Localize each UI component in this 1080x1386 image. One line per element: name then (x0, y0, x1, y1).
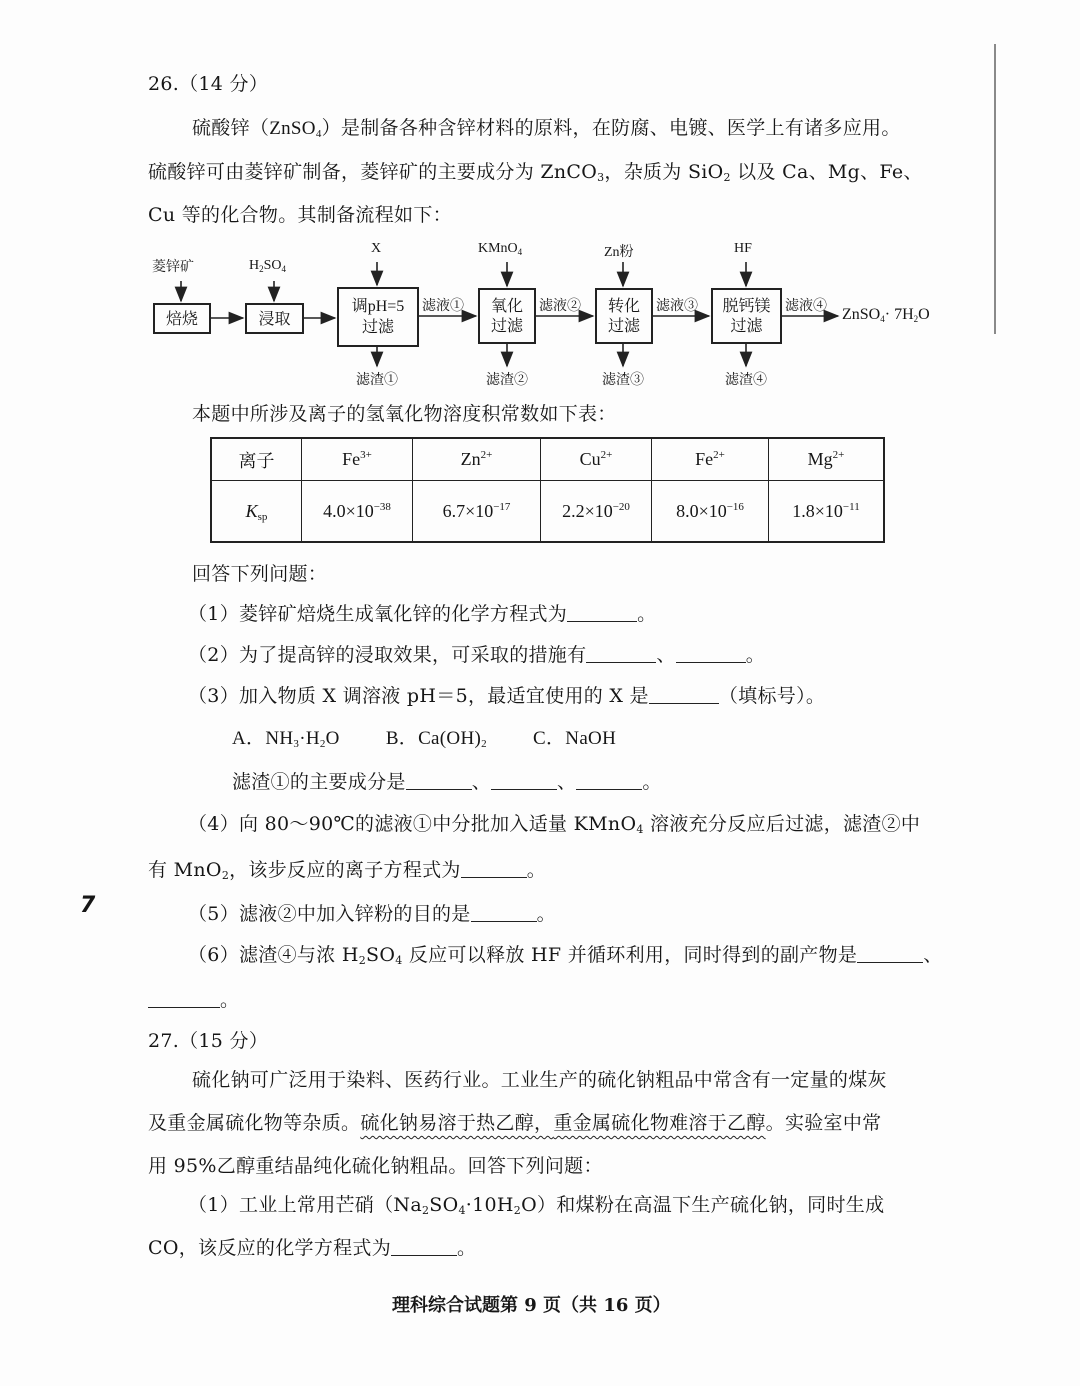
answer-blank[interactable] (148, 989, 220, 1008)
value: 2.2×10 (562, 500, 613, 521)
question-text: ·10H (465, 1194, 514, 1216)
residue-4-label: 滤渣④ (725, 373, 767, 388)
period: 。 (642, 771, 662, 793)
answer-blank[interactable] (461, 859, 527, 878)
period: 。 (220, 989, 240, 1011)
charge: 3+ (360, 449, 372, 461)
text: 。实验室中常 (765, 1112, 882, 1134)
q26-intro-line-3: Cu 等的化合物。其制备流程如下： (148, 204, 452, 226)
q26-sub-6-line-1 (188, 943, 943, 967)
step-label: 调pH=5 (351, 298, 405, 315)
table-cell-ksp (769, 481, 885, 543)
subscript: 2 (421, 1204, 430, 1217)
question-text: O）和煤粉在高温下生产硫化钠，同时生成 (521, 1194, 885, 1216)
question-text: （2）为了提高锌的浸取效果，可采取的措施有 (188, 644, 587, 666)
input-ore-label: 菱锌矿 (152, 260, 194, 275)
text: K (245, 500, 258, 521)
step-label: 过滤 (490, 316, 523, 335)
subscript: 4 (636, 823, 644, 836)
exponent: −11 (842, 500, 860, 513)
handwritten-mark: 7 (80, 893, 96, 918)
question-text: （5）滤液②中加入锌粉的目的是 (188, 903, 471, 925)
answer-blank[interactable] (391, 1237, 457, 1256)
period: 。 (457, 1237, 477, 1259)
table-cell-ksp (302, 481, 413, 543)
separator: 、 (471, 771, 492, 793)
answer-blank[interactable] (676, 644, 746, 663)
handwritten-underline-2: 重金属硫化物难溶于乙醇 (553, 1112, 766, 1134)
question-text: SO (429, 1194, 459, 1216)
ion: Zn (460, 449, 481, 469)
table-cell-row-label (211, 481, 302, 543)
subscript: 2 (221, 869, 230, 882)
question-27-header: 27.（15 分） (148, 1030, 269, 1052)
subscript: 2 (481, 738, 487, 750)
q26-sub-3 (188, 684, 825, 708)
text: · 7H (884, 306, 914, 323)
answer-blank[interactable] (857, 944, 923, 963)
separator: 、 (656, 644, 676, 666)
page-footer: 理科综合试题第 9 页（共 16 页） (392, 1295, 671, 1316)
table-cell-ion (769, 438, 885, 481)
subscript: 2 (358, 954, 367, 967)
subscript: 2 (913, 314, 919, 324)
answer-blank[interactable] (491, 771, 557, 790)
q27-sub-1-line-1 (188, 1193, 884, 1217)
ion: Fe (342, 449, 361, 469)
q27-intro-line-2 (148, 1111, 881, 1135)
step-roast (153, 303, 211, 334)
text: KMnO (478, 241, 518, 256)
answer-blank[interactable] (406, 771, 472, 790)
step-label: 脱钙镁 (722, 296, 771, 315)
input-hf-label: HF (734, 241, 752, 256)
ion: Mg (807, 449, 833, 469)
input-x-label: X (371, 241, 382, 256)
input-kmno4-label (478, 241, 522, 257)
question-text: ，该步反应的离子方程式为 (229, 859, 461, 881)
subscript: 4 (395, 954, 403, 967)
text: 及重金属硫化物等杂质。 (148, 1112, 361, 1134)
charge: 2+ (713, 449, 725, 461)
q26-sub-4-line-2 (148, 858, 546, 882)
subscript: 4 (281, 264, 287, 274)
exponent: −16 (726, 500, 744, 513)
filtrate-1-label: 滤液① (422, 299, 464, 314)
text: B．Ca(OH) (385, 728, 482, 749)
ion: Cu (579, 449, 601, 469)
step-label: 过滤 (361, 317, 394, 336)
step-label: 过滤 (730, 316, 763, 335)
table-cell-ksp (413, 481, 541, 543)
text: 以及 Ca、Mg、Fe、 (730, 161, 923, 183)
period: 。 (637, 603, 657, 625)
table-header-row (211, 438, 884, 481)
question-text: CO，该反应的化学方程式为 (148, 1237, 392, 1259)
q26-sub-1 (188, 602, 656, 626)
option-a (232, 728, 340, 749)
option-b (386, 728, 487, 749)
question-text: （4）向 80～90℃的滤液①中分批加入适量 KMnO (188, 813, 637, 835)
step-label: 氧化 (490, 296, 523, 315)
separator: 、 (557, 771, 577, 793)
filtrate-3-label: 滤液③ (656, 299, 698, 314)
subscript: sp (257, 510, 268, 523)
step-label: 过滤 (607, 316, 640, 335)
subscript: 2 (723, 171, 731, 184)
text: O (918, 306, 930, 323)
subscript: 4 (315, 128, 322, 140)
q26-sub-6-line-2 (148, 988, 239, 1012)
q27-intro-line-1: 硫化钠可广泛用于染料、医药行业。工业生产的硫化钠粗品中常含有一定量的煤灰 (192, 1069, 887, 1091)
ion: Fe (695, 449, 714, 469)
table-cell-ksp (541, 481, 652, 543)
text: ZnSO (842, 306, 881, 323)
q26-sub-4-line-1 (188, 812, 920, 836)
value: 4.0×10 (323, 500, 374, 521)
answer-blank[interactable] (471, 903, 537, 922)
step-label: 转化 (607, 296, 640, 315)
value: 6.7×10 (442, 500, 494, 521)
table-cell-ion (413, 438, 541, 481)
question-text: （填标号）。 (718, 685, 826, 707)
q26-sub-3-residue (232, 770, 662, 794)
filtrate-2-label: 滤液② (539, 299, 581, 314)
charge: 2+ (480, 449, 493, 461)
subscript: 4 (880, 314, 885, 324)
step-convert-filter (595, 288, 653, 344)
input-acid-label (249, 258, 286, 274)
handwritten-underline-1: 硫化钠易溶于热乙醇， (360, 1112, 554, 1134)
residue-2-label: 滤渣② (486, 373, 528, 388)
q26-sub-2 (188, 643, 765, 667)
subscript: 3 (293, 738, 300, 750)
question-text: 有 MnO (148, 859, 222, 881)
question-text: SO (366, 944, 396, 966)
value: 1.8×10 (792, 500, 843, 521)
text: A．NH (232, 728, 294, 749)
question-text: 反应可以释放 HF 并循环利用，同时得到的副产物是 (402, 944, 858, 966)
text: 硫酸锌可由菱锌矿制备，菱锌矿的主要成分为 ZnCO (148, 161, 598, 183)
question-text: （1）菱锌矿焙烧生成氧化锌的化学方程式为 (188, 603, 568, 625)
text: 硫酸锌（ (192, 117, 270, 139)
step-decalcify-filter (711, 288, 782, 344)
residue-1-label: 滤渣① (356, 373, 398, 388)
subscript: 4 (458, 1204, 466, 1217)
subscript: 3 (597, 171, 605, 184)
filtrate-4-label: 滤液④ (785, 299, 827, 314)
answer-blank[interactable] (567, 603, 637, 622)
answer-blank[interactable] (649, 685, 719, 704)
input-zn-label: Zn粉 (604, 245, 634, 260)
text: ，杂质为 SiO (604, 161, 724, 183)
subscript: 2 (259, 264, 264, 274)
text: O (325, 728, 340, 749)
ksp-table (210, 437, 885, 543)
question-26-header: 26.（14 分） (148, 73, 269, 95)
subscript: 2 (513, 1204, 522, 1217)
option-c: C．NaOH (533, 728, 617, 749)
table-cell-ksp (652, 481, 769, 543)
table-cell-ion (652, 438, 769, 481)
subscript: 2 (319, 738, 326, 750)
text: SO (263, 258, 282, 273)
question-text: （6）滤渣④与浓 H (188, 944, 359, 966)
question-text: （3）加入物质 X 调溶液 pH＝5，最适宜使用的 X 是 (188, 685, 649, 707)
table-ksp-row (211, 481, 884, 543)
exponent: −38 (373, 500, 391, 513)
table-intro: 本题中所涉及离子的氢氧化物溶度积常数如下表： (192, 403, 617, 425)
question-text: 滤渣①的主要成分是 (232, 771, 406, 793)
q26-sub-5 (188, 902, 556, 926)
flow-arrows (0, 0, 1080, 400)
table-cell-ion (541, 438, 652, 481)
q27-sub-1-line-2 (148, 1236, 476, 1260)
table-cell-header-label (211, 438, 302, 481)
answer-prompt: 回答下列问题： (192, 563, 328, 585)
period: 。 (745, 644, 766, 666)
exponent: −17 (493, 500, 511, 513)
step-adjust-ph-filter (337, 287, 419, 347)
value: 8.0×10 (676, 500, 727, 521)
step-label: 焙烧 (165, 308, 198, 328)
separator: 、 (923, 944, 943, 966)
question-text: （1）工业上常用芒硝（Na (188, 1194, 422, 1216)
step-oxidize-filter (478, 288, 536, 344)
residue-3-label: 滤渣③ (602, 373, 644, 388)
step-leach (245, 303, 304, 334)
period: 。 (526, 859, 547, 881)
period: 。 (536, 903, 556, 925)
text: ）是制备各种含锌材料的原料，在防腐、电镀、医学上有诸多应用。 (321, 117, 901, 139)
text: H (249, 258, 260, 273)
text: ·H (299, 728, 320, 749)
charge: 2+ (832, 449, 845, 461)
step-label: 浸取 (258, 308, 291, 328)
table-cell-ion (302, 438, 413, 481)
q27-intro-line-3: 用 95%乙醇重结晶纯化硫化钠粗品。回答下列问题： (148, 1155, 603, 1177)
subscript: 4 (517, 247, 523, 257)
question-text: 溶液充分反应后过滤，滤渣②中 (643, 813, 921, 835)
answer-blank[interactable] (586, 644, 656, 663)
q26-sub-3-options (232, 727, 616, 751)
formula-text: ZnSO (269, 118, 316, 139)
charge: 2+ (600, 449, 613, 461)
text: 离子 (238, 450, 275, 471)
exponent: −20 (612, 500, 630, 513)
answer-blank[interactable] (576, 771, 642, 790)
product-label (842, 306, 930, 324)
